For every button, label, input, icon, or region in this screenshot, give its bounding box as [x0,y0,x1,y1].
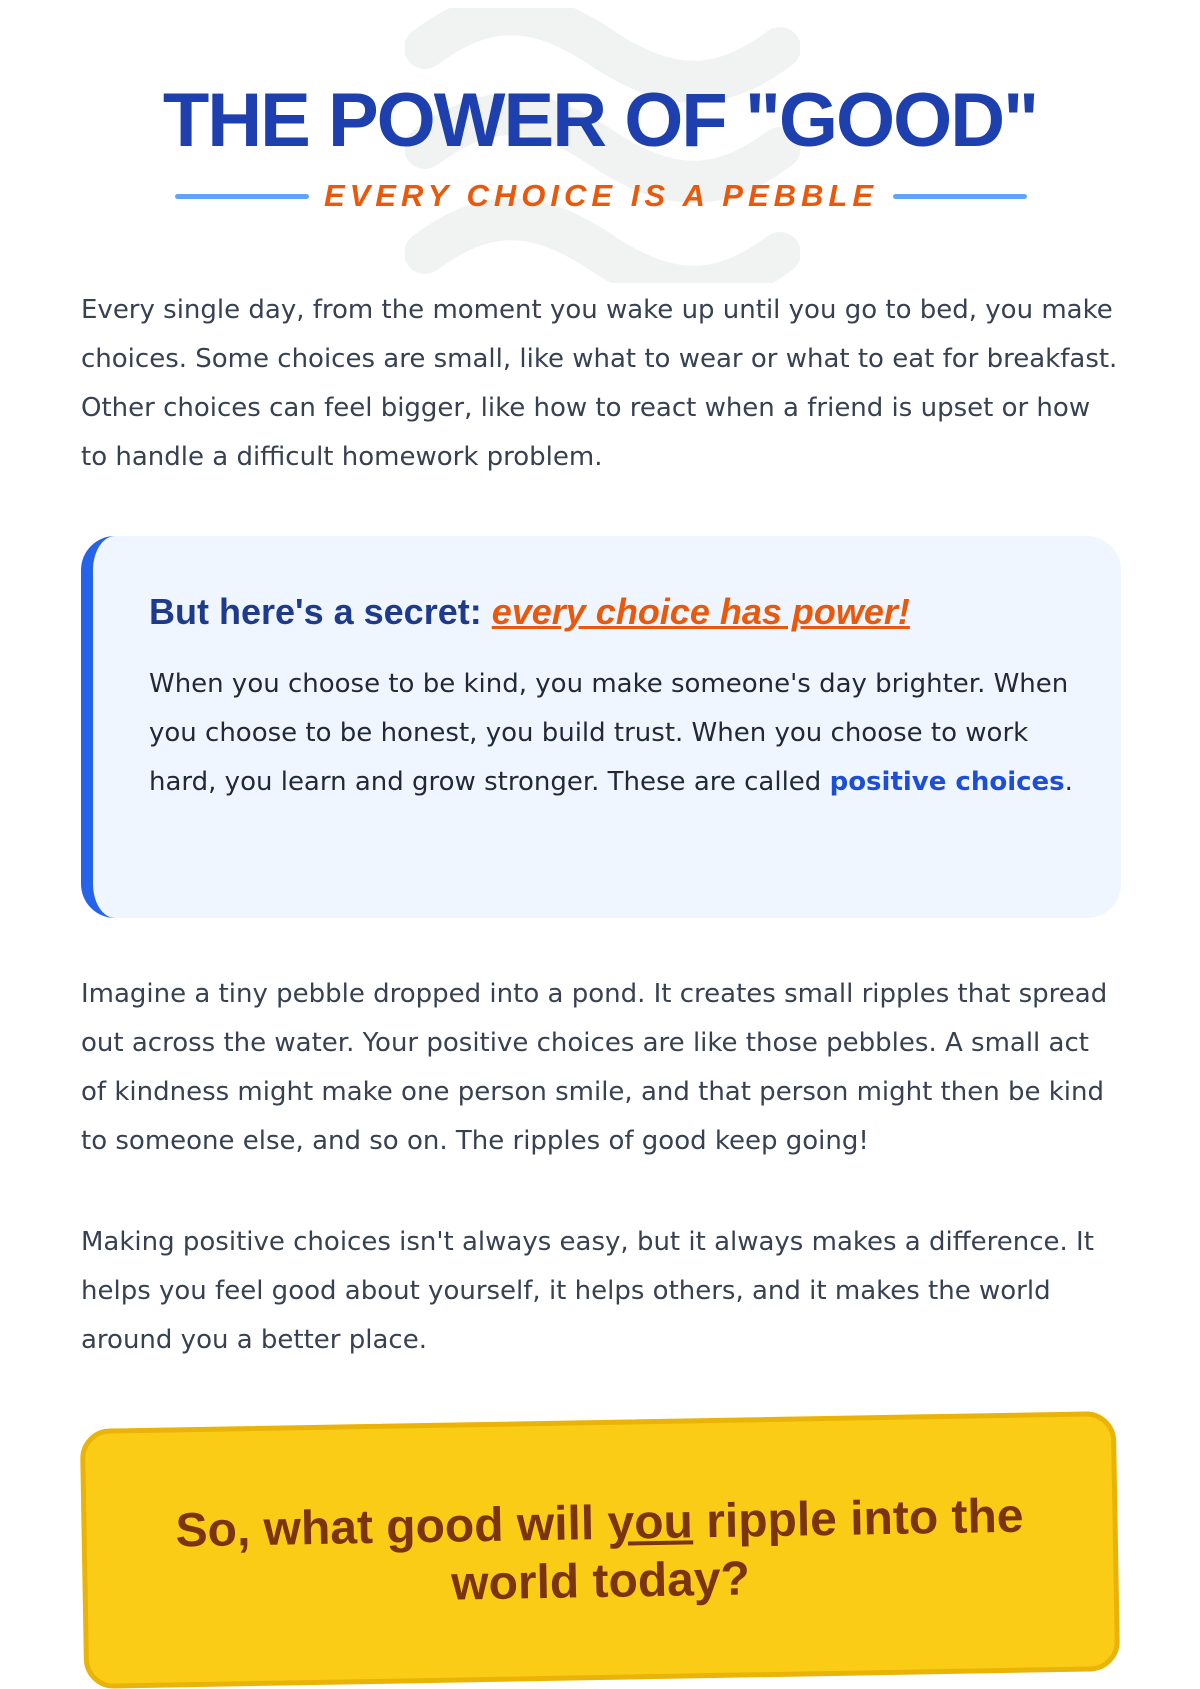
subtitle-left-divider [175,194,309,199]
cta-question [149,1487,1051,1619]
subtitle-right-divider [893,194,1027,199]
secret-callout [81,536,1121,918]
difference-paragraph: Making positive choices isn't always easy, but it always makes a difference. It helps you feel good about yourself, it helps others, and it makes the world around you a better place. [81,1227,1094,1355]
callout-body-text: When you choose to be kind, you make someone's day brighter. When you choose to be honest, you build trust. When you choose to work hard, you learn and grow stronger. These are called [149,669,1069,797]
callout-heading-emphasis: every choice has power! [491,591,910,632]
callout-body [149,660,1073,807]
subtitle-row [175,176,1027,216]
intro-paragraph: Every single day, from the moment you wake up until you go to bed, you make choices. Some choices are small, like what to wear or what to eat for breakfast. Other choices can feel bigger, like how to react when a friend is upset or how to handle a difficult homework problem. [81,295,1118,472]
callout-heading-prefix: But here's a secret: [149,591,492,632]
cta-emphasis: you [607,1495,694,1550]
page-title: THE POWER OF "GOOD" [162,78,1038,163]
pebble-paragraph: Imagine a tiny pebble dropped into a pond. It creates small ripples that spread out across the water. Your positive choices are like those pebbles. A small act of kindness might make one person smile, and that person might then be kind to someone else, and so on. The ripples of good keep going! [81,979,1108,1156]
page-subtitle: EVERY CHOICE IS A PEBBLE [323,178,879,213]
cta-suffix: ripple into the world today? [450,1489,1024,1611]
callout-heading [149,588,1073,636]
positive-choices-term: positive choices [829,767,1065,797]
callout-body-suffix: . [1064,767,1073,797]
call-to-action-card [80,1411,1120,1689]
cta-prefix: So, what good will [175,1496,608,1558]
